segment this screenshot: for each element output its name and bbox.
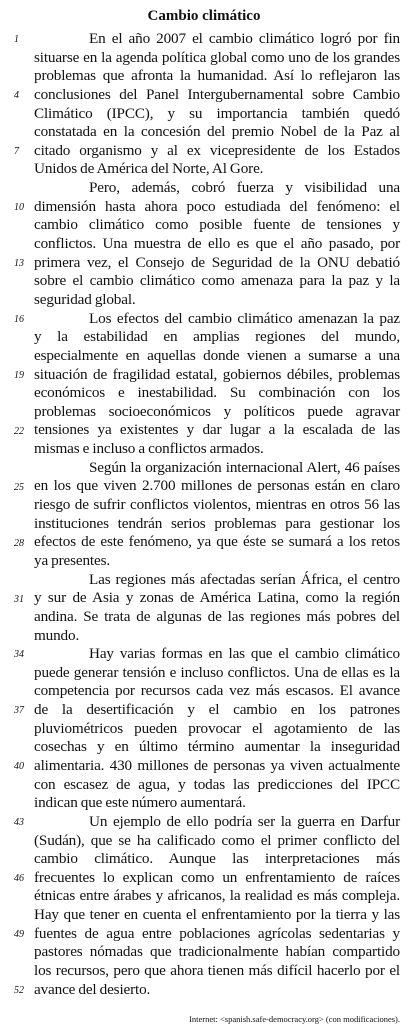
text-line: indican que este número aumentará. [34, 794, 246, 812]
paragraph [34, 459, 400, 571]
text-line: situarse en la agenda política global como uno de los grandes [34, 48, 400, 66]
text-line: frecuentes lo explican como un enfrentamiento de raíces [34, 868, 400, 886]
text-line: los recursos, pero que ahora tienen más difícil hacerlo por el [34, 962, 400, 980]
line-number: 40 [14, 761, 24, 773]
paragraph [34, 813, 400, 999]
paragraph [34, 179, 400, 309]
line-number: 49 [14, 929, 24, 941]
text-line: En el año 2007 el cambio climático logró por fin [89, 30, 400, 47]
text-line: Unidos de América del Norte, Al Gore. [34, 160, 264, 178]
line-number: 25 [14, 481, 24, 493]
text-line: situación de fragilidad estatal, gobiernos débiles, problemas [34, 365, 400, 383]
text-line: problemas socioeconómicos y políticos puede agravar [34, 402, 400, 420]
text-line: (Sudán), que se ha calificado como el primer conflicto del [34, 831, 400, 849]
text-line: Pero, además, cobró fuerza y visibilidad una [89, 179, 400, 197]
text-line: pastores nómadas que tradicionalmente habían compartido [34, 943, 400, 961]
text-line: constatada en la concesión del premio Nobel de la Paz al [34, 123, 400, 141]
line-number: 16 [14, 313, 24, 325]
text-line: competencia por recursos cada vez más escasos. El avance [34, 682, 400, 700]
text-line: Hay que tener en cuenta el enfrentamiento por la tierra y las [34, 906, 400, 924]
line-number: 7 [14, 145, 19, 157]
line-number: 1 [14, 34, 19, 45]
line-number: 4 [14, 89, 19, 101]
text-line: y sur de Asia y zonas de América Latina, como la región [34, 589, 400, 607]
text-line: alimentaria. 430 millones de personas ya viven actualmente [34, 756, 400, 774]
line-number: 28 [14, 537, 24, 549]
paragraph [34, 30, 400, 179]
text-line: seguridad global. [34, 290, 136, 308]
document-body [34, 30, 400, 999]
source-citation: Internet: <spanish.safe-democracy.org> (con modificaciones). [189, 1014, 400, 1024]
text-line: conflictos. Una muestra de ello es que el año pasado, por [34, 235, 400, 253]
text-line: Según la organización internacional Alert, 46 países [89, 458, 400, 476]
line-number: 34 [14, 649, 24, 661]
document-title: Cambio climático [147, 8, 261, 24]
text-line: económicos e inestabilidad. Su combinación con los [34, 384, 400, 402]
line-number: 10 [14, 201, 24, 213]
text-line: citado organismo y al ex vicepresidente de los Estados [34, 141, 400, 159]
text-line: étnicas entre árabes y africanos, la realidad es más compleja. [34, 887, 400, 905]
text-line: cambio climático como posible fuente de tensiones y [34, 216, 400, 234]
line-number: 22 [14, 425, 24, 437]
text-line: Las regiones más afectadas serían África, el centro [89, 570, 400, 588]
text-line: ya presentes. [34, 551, 110, 569]
text-line: en los que viven 2.700 millones de personas están en claro [34, 477, 400, 495]
text-line: sobre el cambio climático como amenaza para la paz y la [34, 272, 400, 290]
line-number: 13 [14, 257, 24, 269]
line-number: 19 [14, 369, 24, 381]
text-line: pluviométricos pueden provocar el agotamiento de las [34, 719, 400, 737]
text-line: conclusiones del Panel Intergubernamental sobre Cambio [34, 85, 400, 103]
text-line: Los efectos del cambio climático amenazan la paz [89, 309, 400, 327]
text-line: cambio climático. Aunque las interpretaciones más [34, 850, 400, 868]
paragraph [34, 645, 400, 813]
text-line: Un ejemplo de ello podría ser la guerra en Darfur [89, 812, 400, 830]
text-line: mismas e incluso a conflictos armados. [34, 440, 264, 458]
text-line: problemas que afronta la humanidad. Así lo reflejaron las [34, 67, 400, 85]
text-line: Hay varias formas en las que el cambio climático [89, 645, 400, 663]
paragraph [34, 571, 400, 646]
text-line: avance del desierto. [34, 980, 151, 998]
text-line: y la estabilidad en amplias regiones del mundo, [34, 328, 400, 346]
text-line: primera vez, el Consejo de Seguridad de la ONU debatió [34, 253, 400, 271]
line-number: 31 [14, 593, 24, 605]
text-line: especialmente en aquellas donde vienen a sumarse a una [34, 346, 400, 364]
text-line: dimensión hasta ahora poco estudiada del fenómeno: el [34, 197, 400, 215]
text-line: instituciones tendrán serios problemas para gestionar los [34, 514, 400, 532]
text-line: andina. Se trata de algunas de las regiones más pobres del [34, 607, 400, 625]
text-line: mundo. [34, 626, 80, 644]
text-line: Climático (IPCC), y su importancia también quedó [34, 104, 400, 122]
text-line: riesgo de sufrir conflictos violentos, mientras en otros 56 las [34, 496, 400, 514]
line-number: 46 [14, 873, 24, 885]
text-line: con escasez de agua, y todas las predicciones del IPCC [34, 775, 400, 793]
line-number: 43 [14, 817, 24, 829]
line-number: 52 [14, 985, 24, 997]
paragraph [34, 310, 400, 459]
text-line: fuentes de agua entre poblaciones agrícolas sedentarias y [34, 924, 400, 942]
text-line: de la desertificación y el cambio en los patrones [34, 701, 400, 719]
text-line: efectos de este fenómeno, ya que éste se sumará a los retos [34, 533, 400, 551]
line-number: 37 [14, 705, 24, 717]
text-line: tensiones ya existentes y dar lugar a la escalada de las [34, 421, 400, 439]
text-line: cosechas y en último término aumentar la inseguridad [34, 738, 400, 756]
text-line: puede generar tensión e incluso conflictos. Una de ellas es la [34, 663, 400, 681]
